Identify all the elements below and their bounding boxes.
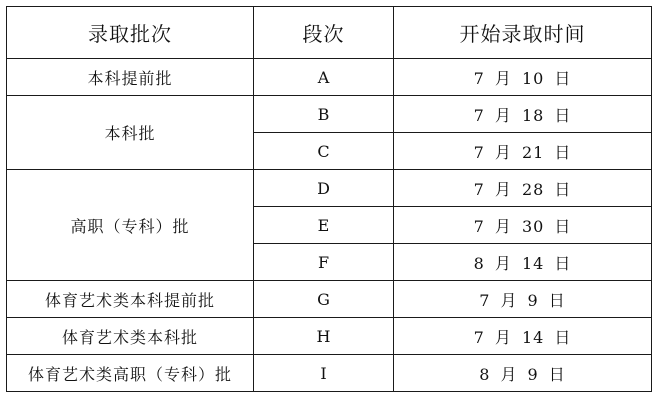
header-start-time: 开始录取时间: [394, 7, 652, 59]
date-cell: 7 月 18 日: [394, 96, 652, 133]
batch-cell: 体育艺术类本科提前批: [7, 281, 254, 318]
table-row: [7, 96, 652, 133]
date-cell: 7 月 21 日: [394, 133, 652, 170]
date-cell: 8 月 9 日: [394, 355, 652, 392]
batch-cell: 体育艺术类本科批: [7, 318, 254, 355]
segment-cell: F: [254, 244, 394, 281]
header-row: [7, 7, 652, 59]
table-row: [7, 318, 652, 355]
batch-cell: 体育艺术类高职（专科）批: [7, 355, 254, 392]
date-cell: 7 月 28 日: [394, 170, 652, 207]
batch-cell: 本科批: [7, 96, 254, 170]
date-cell: 7 月 30 日: [394, 207, 652, 244]
admission-schedule-table: [6, 6, 652, 392]
table-row: [7, 355, 652, 392]
segment-cell: C: [254, 133, 394, 170]
segment-cell: B: [254, 96, 394, 133]
header-segment: 段次: [254, 7, 394, 59]
segment-cell: H: [254, 318, 394, 355]
segment-cell: D: [254, 170, 394, 207]
segment-cell: E: [254, 207, 394, 244]
segment-cell: G: [254, 281, 394, 318]
batch-cell: 本科提前批: [7, 59, 254, 96]
date-cell: 7 月 10 日: [394, 59, 652, 96]
table-row: [7, 170, 652, 207]
table-row: [7, 59, 652, 96]
segment-cell: A: [254, 59, 394, 96]
header-batch: 录取批次: [7, 7, 254, 59]
admission-schedule-table-wrapper: [6, 6, 652, 392]
date-cell: 8 月 14 日: [394, 244, 652, 281]
segment-cell: I: [254, 355, 394, 392]
table-row: [7, 281, 652, 318]
batch-cell: 高职（专科）批: [7, 170, 254, 281]
date-cell: 7 月 9 日: [394, 281, 652, 318]
date-cell: 7 月 14 日: [394, 318, 652, 355]
